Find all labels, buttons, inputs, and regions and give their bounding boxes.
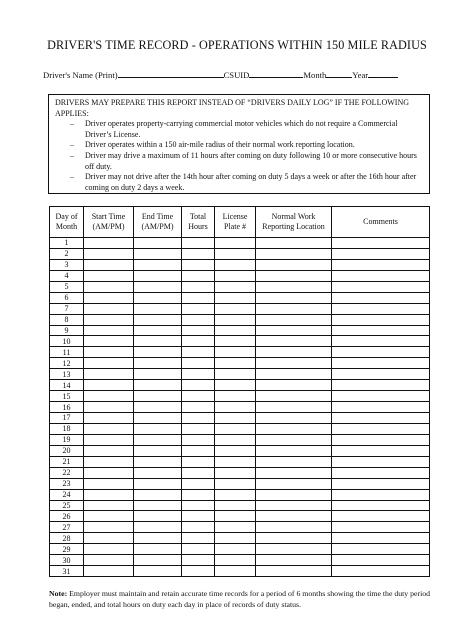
reporting-location-cell[interactable] [256,281,332,292]
day-cell: 11 [50,347,84,358]
total-hours-cell[interactable] [182,456,215,467]
day-cell: 29 [50,544,84,555]
end-time-cell[interactable] [134,248,182,259]
driver-name-label: Driver's Name (Print) [43,70,118,80]
table-row [50,391,430,402]
reporting-location-cell[interactable] [256,380,332,391]
table-header-row [50,207,430,238]
end-time-cell[interactable] [134,259,182,270]
end-time-cell[interactable] [134,445,182,456]
total-hours-cell[interactable] [182,533,215,544]
reporting-location-cell[interactable] [256,478,332,489]
start-time-cell[interactable] [84,423,134,434]
total-hours-cell[interactable] [182,402,215,413]
table-row [50,478,430,489]
start-time-cell[interactable] [84,380,134,391]
license-plate-cell[interactable] [215,489,256,500]
table-row [50,238,430,249]
end-time-cell[interactable] [134,456,182,467]
license-plate-cell[interactable] [215,303,256,314]
comments-cell[interactable] [332,358,430,369]
license-plate-cell[interactable] [215,544,256,555]
total-hours-cell[interactable] [182,238,215,249]
license-plate-cell[interactable] [215,248,256,259]
reporting-location-cell[interactable] [256,423,332,434]
comments-cell[interactable] [332,555,430,566]
table-row [50,522,430,533]
year-label: Year [352,70,369,80]
reporting-location-cell[interactable] [256,467,332,478]
end-time-cell[interactable] [134,489,182,500]
license-plate-cell[interactable] [215,445,256,456]
total-hours-cell[interactable] [182,511,215,522]
end-time-cell[interactable] [134,522,182,533]
total-hours-cell[interactable] [182,423,215,434]
table-row [50,270,430,281]
start-time-cell[interactable] [84,500,134,511]
license-plate-cell[interactable] [215,369,256,380]
end-time-cell[interactable] [134,566,182,577]
comments-cell[interactable] [332,238,430,249]
note-text: Employer must maintain and retain accurate time records for a period of 6 months showing the time the duty period began, ended, and total hours on duty each day in place of records of duty status. [49,589,431,609]
end-time-cell[interactable] [134,314,182,325]
comments-cell[interactable] [332,423,430,434]
reporting-location-cell[interactable] [256,358,332,369]
end-time-cell[interactable] [134,423,182,434]
csuid-label: CSUID [223,70,250,80]
end-time-cell[interactable] [134,402,182,413]
instruction-item: – Driver may drive a maximum of 11 hours after coming on duty following 10 or more consecutive hours off duty. [70,150,417,171]
reporting-location-cell[interactable] [256,511,332,522]
table-row [50,434,430,445]
table-row [50,566,430,577]
column-header: Total Hours [182,207,215,238]
license-plate-cell[interactable] [215,533,256,544]
end-time-cell[interactable] [134,238,182,249]
total-hours-cell[interactable] [182,478,215,489]
license-plate-cell[interactable] [215,402,256,413]
driver-name-field[interactable] [118,69,224,78]
reporting-location-cell[interactable] [256,292,332,303]
license-plate-cell[interactable] [215,314,256,325]
total-hours-cell[interactable] [182,544,215,555]
table-row [50,380,430,391]
start-time-cell[interactable] [84,314,134,325]
total-hours-cell[interactable] [182,248,215,259]
end-time-cell[interactable] [134,292,182,303]
end-time-cell[interactable] [134,336,182,347]
total-hours-cell[interactable] [182,380,215,391]
table-body [50,238,430,577]
instruction-item: – Driver operates property-carrying commercial motor vehicles which do not require a Commercial Driver’s License. [70,119,398,139]
total-hours-cell[interactable] [182,369,215,380]
reporting-location-cell[interactable] [256,336,332,347]
table-row [50,336,430,347]
start-time-cell[interactable] [84,511,134,522]
license-plate-cell[interactable] [215,391,256,402]
total-hours-cell[interactable] [182,303,215,314]
start-time-cell[interactable] [84,238,134,249]
comments-cell[interactable] [332,259,430,270]
column-header: Comments [332,207,430,238]
license-plate-cell[interactable] [215,238,256,249]
total-hours-cell[interactable] [182,281,215,292]
total-hours-cell[interactable] [182,434,215,445]
column-header: Day of Month [50,207,84,238]
day-cell: 19 [50,434,84,445]
start-time-cell[interactable] [84,566,134,577]
license-plate-cell[interactable] [215,347,256,358]
license-plate-cell[interactable] [215,423,256,434]
table-row [50,325,430,336]
table-row [50,555,430,566]
table-row [50,456,430,467]
instructions-list [55,119,425,193]
license-plate-cell[interactable] [215,358,256,369]
start-time-cell[interactable] [84,445,134,456]
license-plate-cell[interactable] [215,380,256,391]
day-cell: 30 [50,555,84,566]
license-plate-cell[interactable] [215,434,256,445]
comments-cell[interactable] [332,292,430,303]
end-time-cell[interactable] [134,347,182,358]
table-row [50,303,430,314]
table-row [50,248,430,259]
table-row [50,413,430,424]
time-record-table [49,206,430,577]
table-row [50,445,430,456]
start-time-cell[interactable] [84,544,134,555]
table-row [50,369,430,380]
day-cell: 2 [50,248,84,259]
end-time-cell[interactable] [134,500,182,511]
column-header: Normal Work Reporting Location [256,207,332,238]
day-cell: 14 [50,380,84,391]
bullet-dash: – [70,172,74,182]
total-hours-cell[interactable] [182,358,215,369]
start-time-cell[interactable] [84,533,134,544]
day-cell: 21 [50,456,84,467]
table-row [50,511,430,522]
table-row [50,467,430,478]
table-row [50,500,430,511]
comments-cell[interactable] [332,544,430,555]
end-time-cell[interactable] [134,369,182,380]
license-plate-cell[interactable] [215,500,256,511]
day-cell: 17 [50,413,84,424]
day-cell: 13 [50,369,84,380]
end-time-cell[interactable] [134,555,182,566]
table-row [50,402,430,413]
bullet-dash: – [70,119,74,129]
comments-cell[interactable] [332,445,430,456]
day-cell: 18 [50,423,84,434]
reporting-location-cell[interactable] [256,347,332,358]
instructions-intro: DRIVERS MAY PREPARE THIS REPORT INSTEAD OF “DRIVERS DAILY LOG” IF THE FOLLOWING APPLIES: [55,98,409,118]
reporting-location-cell[interactable] [256,248,332,259]
start-time-cell[interactable] [84,522,134,533]
comments-cell[interactable] [332,402,430,413]
comments-cell[interactable] [332,391,430,402]
reporting-location-cell[interactable] [256,456,332,467]
day-cell: 26 [50,511,84,522]
end-time-cell[interactable] [134,281,182,292]
total-hours-cell[interactable] [182,522,215,533]
total-hours-cell[interactable] [182,391,215,402]
table-row [50,314,430,325]
instruction-item: – Driver may not drive after the 14th hour after coming on duty 5 days a week or after the 16th hour after coming on duty 2 days a week. [70,172,417,192]
start-time-cell[interactable] [84,391,134,402]
day-cell: 20 [50,445,84,456]
reporting-location-cell[interactable] [256,489,332,500]
reporting-location-cell[interactable] [256,238,332,249]
table-row [50,544,430,555]
total-hours-cell[interactable] [182,270,215,281]
total-hours-cell[interactable] [182,467,215,478]
table-row [50,292,430,303]
end-time-cell[interactable] [134,533,182,544]
start-time-cell[interactable] [84,303,134,314]
reporting-location-cell[interactable] [256,500,332,511]
comments-cell[interactable] [332,380,430,391]
total-hours-cell[interactable] [182,445,215,456]
day-cell: 23 [50,478,84,489]
start-time-cell[interactable] [84,292,134,303]
bullet-dash: – [70,150,74,160]
total-hours-cell[interactable] [182,292,215,303]
reporting-location-cell[interactable] [256,270,332,281]
end-time-cell[interactable] [134,478,182,489]
start-time-cell[interactable] [84,358,134,369]
start-time-cell[interactable] [84,347,134,358]
column-header: Start Time (AM/PM) [84,207,134,238]
license-plate-cell[interactable] [215,325,256,336]
total-hours-cell[interactable] [182,555,215,566]
end-time-cell[interactable] [134,511,182,522]
day-cell: 31 [50,566,84,577]
reporting-location-cell[interactable] [256,555,332,566]
comments-cell[interactable] [332,522,430,533]
csuid-field[interactable] [249,69,303,78]
total-hours-cell[interactable] [182,489,215,500]
employer-note [49,588,433,610]
year-field[interactable] [368,69,398,78]
total-hours-cell[interactable] [182,314,215,325]
start-time-cell[interactable] [84,456,134,467]
day-cell: 7 [50,303,84,314]
comments-cell[interactable] [332,478,430,489]
comments-cell[interactable] [332,456,430,467]
license-plate-cell[interactable] [215,566,256,577]
end-time-cell[interactable] [134,358,182,369]
comments-cell[interactable] [332,369,430,380]
table-row [50,423,430,434]
start-time-cell[interactable] [84,259,134,270]
bullet-dash: – [70,140,74,150]
license-plate-cell[interactable] [215,292,256,303]
instructions-box [48,94,430,194]
total-hours-cell[interactable] [182,336,215,347]
start-time-cell[interactable] [84,489,134,500]
comments-cell[interactable] [332,489,430,500]
start-time-cell[interactable] [84,369,134,380]
reporting-location-cell[interactable] [256,522,332,533]
total-hours-cell[interactable] [182,325,215,336]
license-plate-cell[interactable] [215,281,256,292]
start-time-cell[interactable] [84,248,134,259]
day-cell: 5 [50,281,84,292]
comments-cell[interactable] [332,413,430,424]
end-time-cell[interactable] [134,391,182,402]
end-time-cell[interactable] [134,270,182,281]
comments-cell[interactable] [332,511,430,522]
start-time-cell[interactable] [84,478,134,489]
month-field[interactable] [326,69,352,78]
license-plate-cell[interactable] [215,259,256,270]
reporting-location-cell[interactable] [256,434,332,445]
total-hours-cell[interactable] [182,347,215,358]
day-cell: 1 [50,238,84,249]
license-plate-cell[interactable] [215,336,256,347]
comments-cell[interactable] [332,248,430,259]
start-time-cell[interactable] [84,325,134,336]
start-time-cell[interactable] [84,402,134,413]
reporting-location-cell[interactable] [256,391,332,402]
day-cell: 15 [50,391,84,402]
start-time-cell[interactable] [84,336,134,347]
license-plate-cell[interactable] [215,413,256,424]
table-row [50,533,430,544]
comments-cell[interactable] [332,281,430,292]
month-label: Month [303,70,327,80]
comments-cell[interactable] [332,467,430,478]
day-cell: 28 [50,533,84,544]
license-plate-cell[interactable] [215,270,256,281]
license-plate-cell[interactable] [215,478,256,489]
reporting-location-cell[interactable] [256,325,332,336]
comments-cell[interactable] [332,566,430,577]
comments-cell[interactable] [332,347,430,358]
day-cell: 12 [50,358,84,369]
end-time-cell[interactable] [134,325,182,336]
reporting-location-cell[interactable] [256,259,332,270]
end-time-cell[interactable] [134,413,182,424]
table-row [50,358,430,369]
license-plate-cell[interactable] [215,522,256,533]
license-plate-cell[interactable] [215,467,256,478]
reporting-location-cell[interactable] [256,314,332,325]
comments-cell[interactable] [332,314,430,325]
table-row [50,281,430,292]
license-plate-cell[interactable] [215,456,256,467]
table-row [50,347,430,358]
driver-info-line [43,69,443,80]
day-cell: 16 [50,402,84,413]
end-time-cell[interactable] [134,544,182,555]
total-hours-cell[interactable] [182,500,215,511]
day-cell: 8 [50,314,84,325]
day-cell: 9 [50,325,84,336]
column-header: End Time (AM/PM) [134,207,182,238]
end-time-cell[interactable] [134,303,182,314]
page-title: DRIVER'S TIME RECORD - OPERATIONS WITHIN 150 MILE RADIUS [47,38,427,52]
reporting-location-cell[interactable] [256,566,332,577]
start-time-cell[interactable] [84,434,134,445]
reporting-location-cell[interactable] [256,445,332,456]
start-time-cell[interactable] [84,467,134,478]
column-header: License Plate # [215,207,256,238]
comments-cell[interactable] [332,434,430,445]
reporting-location-cell[interactable] [256,402,332,413]
day-cell: 4 [50,270,84,281]
day-cell: 10 [50,336,84,347]
end-time-cell[interactable] [134,467,182,478]
total-hours-cell[interactable] [182,413,215,424]
reporting-location-cell[interactable] [256,533,332,544]
start-time-cell[interactable] [84,270,134,281]
table-row [50,489,430,500]
comments-cell[interactable] [332,303,430,314]
end-time-cell[interactable] [134,434,182,445]
day-cell: 24 [50,489,84,500]
license-plate-cell[interactable] [215,511,256,522]
total-hours-cell[interactable] [182,259,215,270]
comments-cell[interactable] [332,270,430,281]
day-cell: 22 [50,467,84,478]
start-time-cell[interactable] [84,281,134,292]
note-label: Note: [49,589,68,598]
reporting-location-cell[interactable] [256,544,332,555]
day-cell: 27 [50,522,84,533]
comments-cell[interactable] [332,336,430,347]
comments-cell[interactable] [332,325,430,336]
comments-cell[interactable] [332,533,430,544]
start-time-cell[interactable] [84,413,134,424]
reporting-location-cell[interactable] [256,413,332,424]
reporting-location-cell[interactable] [256,303,332,314]
license-plate-cell[interactable] [215,555,256,566]
day-cell: 6 [50,292,84,303]
day-cell: 3 [50,259,84,270]
end-time-cell[interactable] [134,380,182,391]
comments-cell[interactable] [332,500,430,511]
day-cell: 25 [50,500,84,511]
table-row [50,259,430,270]
reporting-location-cell[interactable] [256,369,332,380]
start-time-cell[interactable] [84,555,134,566]
instruction-item: – Driver operates within a 150 air-mile radius of their normal work reporting location. [70,140,355,150]
total-hours-cell[interactable] [182,566,215,577]
